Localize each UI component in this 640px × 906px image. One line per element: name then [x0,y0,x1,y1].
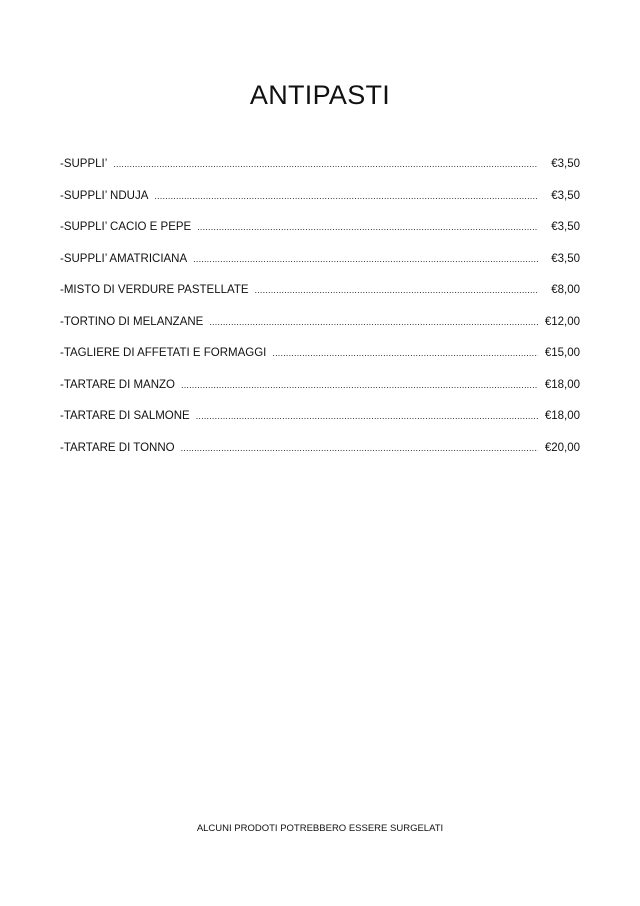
menu-item [60,347,580,379]
menu-item-name: -TORTINO DI MELANZANE [60,315,204,328]
menu-item [60,190,580,222]
menu-item-price: €3,50 [551,221,580,233]
menu-item-price: €3,50 [551,189,580,202]
dot-leader [196,411,538,421]
menu-item [60,410,580,442]
menu-item-name: -TARTARE DI TONNO [60,441,175,454]
dot-leader [154,191,538,201]
menu-item-name: -SUPPLI’ CACIO E PEPE [60,221,192,233]
menu-item [60,379,580,411]
menu-item-name: -SUPPLI’ NDUJA [60,189,149,202]
menu-item-price: €18,00 [544,378,580,391]
dot-leader [113,159,538,169]
menu-item-price: €18,00 [544,410,580,422]
menu-item-name: -TARTARE DI SALMONE [60,410,190,422]
menu-item-price: €20,00 [544,441,580,454]
menu-item-name: -TAGLIERE DI AFFETATI E FORMAGGI [60,347,267,359]
menu-item-price: €3,50 [551,252,580,265]
menu-item-name: -SUPPLI’ AMATRICIANA [60,252,188,265]
menu-item-price: €15,00 [544,347,580,359]
menu-list [60,158,580,473]
menu-item-price: €12,00 [544,315,580,328]
dot-leader [181,380,538,390]
menu-item [60,284,580,316]
dot-leader [197,222,538,232]
menu-item-name: -MISTO DI VERDURE PASTELLATE [60,284,249,296]
dot-leader [209,317,538,327]
dot-leader [272,348,538,358]
menu-item-price: €3,50 [551,158,580,170]
menu-item [60,158,580,190]
menu-item-price: €8,00 [551,284,580,296]
menu-item [60,316,580,348]
menu-item [60,221,580,253]
menu-item [60,253,580,285]
menu-item-name: -TARTARE DI MANZO [60,378,175,391]
page-title: ANTIPASTI [249,80,391,110]
dot-leader [255,285,538,295]
footer-note: ALCUNI PRODOTI POTREBBERO ESSERE SURGELATI [196,823,444,834]
menu-item-name: -SUPPLI’ [60,158,108,170]
dot-leader [181,443,538,453]
menu-item [60,442,580,474]
dot-leader [193,254,538,264]
